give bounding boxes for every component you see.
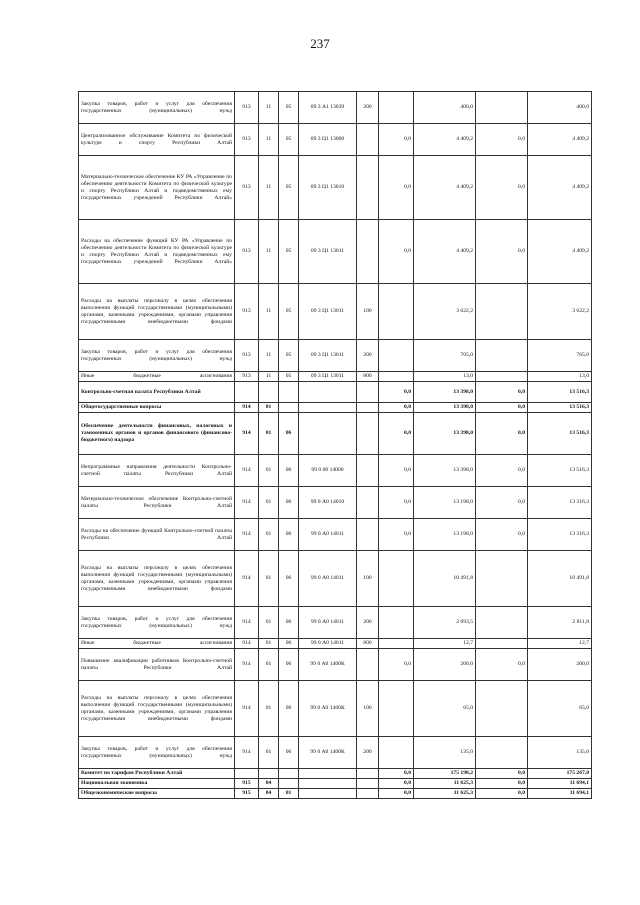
amount-3-cell: [476, 681, 528, 737]
table-row: [79, 455, 592, 487]
target-article-cell: [299, 413, 357, 455]
amount-3-cell: 0,0: [476, 789, 528, 799]
subsection-code-cell: 06: [279, 649, 299, 681]
amount-2-cell: 3 622,2: [414, 284, 476, 340]
amount-3-cell: [476, 737, 528, 769]
section-code-cell: 11: [259, 124, 279, 156]
amount-3-cell: 0,0: [476, 382, 528, 403]
row-name-cell: Расходы на обеспечение функций Контрольно-счетной палаты Республики Алтай: [79, 519, 235, 551]
target-article-cell: [299, 382, 357, 403]
admin-code-cell: 914: [235, 455, 259, 487]
section-code-cell: 01: [259, 487, 279, 519]
admin-code-cell: 913: [235, 124, 259, 156]
table-row: [79, 737, 592, 769]
table-row: [79, 769, 592, 779]
row-name-cell: Расходы на обеспечение функций КУ РА «Управление по обеспечению деятельности Комитета по физической культуре и спорту Республики Алтай и подведомственных ему государственных учреждений Республики Алтай»: [79, 220, 235, 284]
amount-2-cell: 65,0: [414, 681, 476, 737]
row-name-cell: Непрограммные направления деятельности Контрольно-счетной палаты Республики Алтай: [79, 455, 235, 487]
admin-code-cell: 914: [235, 649, 259, 681]
row-name-cell: Расходы на выплаты персоналу в целях обеспечения выполнения функций государственными (муниципальными) органами, казенными учреждениями, органами управления государственными внебюджетными фондами: [79, 284, 235, 340]
target-article-cell: [299, 779, 357, 789]
row-name-cell: Повышение квалификации работников Контрольно-счетной палаты Республики Алтай: [79, 649, 235, 681]
amount-3-cell: 0,0: [476, 156, 528, 220]
amount-4-cell: 11 694,1: [528, 779, 592, 789]
target-article-cell: [299, 403, 357, 413]
row-name-cell: Национальная экономика: [79, 779, 235, 789]
target-article-cell: [299, 769, 357, 779]
amount-2-cell: 13 198,0: [414, 487, 476, 519]
amount-1-cell: 0,0: [379, 220, 414, 284]
amount-3-cell: [476, 340, 528, 372]
amount-2-cell: 10 491,8: [414, 551, 476, 607]
admin-code-cell: 914: [235, 403, 259, 413]
target-article-cell: 99 0 А0 1400К: [299, 681, 357, 737]
section-code-cell: [259, 382, 279, 403]
amount-2-cell: 13 198,0: [414, 519, 476, 551]
table-row: [79, 649, 592, 681]
subsection-code-cell: 06: [279, 455, 299, 487]
expense-type-cell: 200: [357, 92, 379, 124]
target-article-cell: 09 3 Ц1 13011: [299, 372, 357, 382]
amount-1-cell: 0,0: [379, 156, 414, 220]
admin-code-cell: 913: [235, 284, 259, 340]
table-row: [79, 372, 592, 382]
target-article-cell: [299, 789, 357, 799]
amount-4-cell: 4 409,2: [528, 220, 592, 284]
target-article-cell: 09 3 Ц1 13011: [299, 284, 357, 340]
admin-code-cell: 914: [235, 487, 259, 519]
target-article-cell: 09 3 Ц1 13000: [299, 124, 357, 156]
subsection-code-cell: 06: [279, 519, 299, 551]
table-row: [79, 487, 592, 519]
expense-type-cell: 100: [357, 284, 379, 340]
amount-1-cell: [379, 551, 414, 607]
subsection-code-cell: 06: [279, 413, 299, 455]
amount-2-cell: 13 398,0: [414, 455, 476, 487]
amount-4-cell: 400,0: [528, 92, 592, 124]
section-code-cell: 11: [259, 340, 279, 372]
amount-4-cell: 13 516,3: [528, 455, 592, 487]
section-code-cell: 11: [259, 284, 279, 340]
amount-4-cell: 200,0: [528, 649, 592, 681]
amount-1-cell: [379, 639, 414, 649]
table-row: [79, 789, 592, 799]
target-article-cell: 09 3 Ц1 13011: [299, 220, 357, 284]
row-name-cell: Закупка товаров, работ и услуг для обеспечения государственных (муниципальных) нужд: [79, 340, 235, 372]
amount-4-cell: 12,7: [528, 639, 592, 649]
amount-2-cell: 13 398,0: [414, 403, 476, 413]
section-code-cell: 01: [259, 737, 279, 769]
subsection-code-cell: 05: [279, 284, 299, 340]
admin-code-cell: [235, 382, 259, 403]
section-code-cell: 01: [259, 519, 279, 551]
amount-2-cell: 11 625,3: [414, 779, 476, 789]
amount-2-cell: 4 409,2: [414, 156, 476, 220]
section-code-cell: 01: [259, 455, 279, 487]
amount-4-cell: 175 267,0: [528, 769, 592, 779]
section-code-cell: 01: [259, 413, 279, 455]
amount-4-cell: 4 409,2: [528, 124, 592, 156]
target-article-cell: 99 0 00 14000: [299, 455, 357, 487]
row-name-cell: Централизованное обслуживание Комитета по физической культуре и спорту Республики Алтай: [79, 124, 235, 156]
admin-code-cell: [235, 769, 259, 779]
subsection-code-cell: [279, 382, 299, 403]
amount-3-cell: 0,0: [476, 413, 528, 455]
row-name-cell: Материально-техническое обеспечение КУ РА «Управление по обеспечению деятельности Комитета по физической культуре и спорту Республики Алтай и подведомственных ему государственных учреждений Республики Алтай»: [79, 156, 235, 220]
subsection-code-cell: 05: [279, 92, 299, 124]
section-code-cell: 01: [259, 551, 279, 607]
section-code-cell: 01: [259, 681, 279, 737]
admin-code-cell: 913: [235, 220, 259, 284]
section-code-cell: 01: [259, 639, 279, 649]
admin-code-cell: 914: [235, 413, 259, 455]
row-name-cell: Закупка товаров, работ и услуг для обеспечения государственных (муниципальных) нужд: [79, 92, 235, 124]
row-name-cell: Закупка товаров, работ и услуг для обеспечения государственных (муниципальных) нужд: [79, 737, 235, 769]
amount-2-cell: 765,0: [414, 340, 476, 372]
table-row: [79, 681, 592, 737]
section-code-cell: 11: [259, 372, 279, 382]
amount-1-cell: 0,0: [379, 124, 414, 156]
section-code-cell: [259, 769, 279, 779]
table-row: [79, 382, 592, 403]
admin-code-cell: 913: [235, 340, 259, 372]
amount-1-cell: [379, 737, 414, 769]
row-name-cell: Материально-техническое обеспечение Контрольно-счетной палаты Республики Алтай: [79, 487, 235, 519]
expense-type-cell: [357, 769, 379, 779]
row-name-cell: Расходы на выплаты персоналу в целях обеспечения выполнения функций государственными (муниципальными) органами, казенными учреждениями, органами управления государственными внебюджетными фондами: [79, 551, 235, 607]
page-number: 237: [310, 36, 330, 51]
expense-type-cell: 200: [357, 340, 379, 372]
amount-4-cell: 65,0: [528, 681, 592, 737]
amount-3-cell: 0,0: [476, 519, 528, 551]
subsection-code-cell: 05: [279, 124, 299, 156]
section-code-cell: 04: [259, 789, 279, 799]
amount-1-cell: [379, 681, 414, 737]
subsection-code-cell: 06: [279, 639, 299, 649]
amount-2-cell: 12,7: [414, 639, 476, 649]
section-code-cell: 11: [259, 92, 279, 124]
expense-type-cell: [357, 519, 379, 551]
table-row: [79, 220, 592, 284]
subsection-code-cell: [279, 769, 299, 779]
amount-3-cell: [476, 92, 528, 124]
amount-2-cell: 4 409,2: [414, 220, 476, 284]
expense-type-cell: [357, 124, 379, 156]
section-code-cell: 01: [259, 607, 279, 639]
table-row: [79, 551, 592, 607]
target-article-cell: 99 0 А0 14011: [299, 519, 357, 551]
admin-code-cell: 914: [235, 737, 259, 769]
subsection-code-cell: 05: [279, 372, 299, 382]
amount-2-cell: 13 398,0: [414, 413, 476, 455]
amount-4-cell: 13 316,3: [528, 487, 592, 519]
amount-2-cell: 175 198,2: [414, 769, 476, 779]
expense-type-cell: [357, 455, 379, 487]
subsection-code-cell: 05: [279, 340, 299, 372]
table-row: [79, 340, 592, 372]
table-row: [79, 519, 592, 551]
admin-code-cell: 913: [235, 372, 259, 382]
row-name-cell: Общегосударственные вопросы: [79, 403, 235, 413]
target-article-cell: 99 0 А0 1400К: [299, 737, 357, 769]
amount-1-cell: 0,0: [379, 519, 414, 551]
amount-4-cell: 10 491,8: [528, 551, 592, 607]
expense-type-cell: [357, 649, 379, 681]
amount-2-cell: 4 409,2: [414, 124, 476, 156]
amount-2-cell: 13 398,0: [414, 382, 476, 403]
expense-type-cell: [357, 220, 379, 284]
target-article-cell: 99 0 А0 14011: [299, 639, 357, 649]
subsection-code-cell: 06: [279, 487, 299, 519]
amount-1-cell: 0,0: [379, 413, 414, 455]
table-row: [79, 156, 592, 220]
admin-code-cell: 914: [235, 639, 259, 649]
expense-type-cell: [357, 413, 379, 455]
table-row: [79, 413, 592, 455]
target-article-cell: 99 0 А0 14011: [299, 607, 357, 639]
amount-2-cell: 11 625,3: [414, 789, 476, 799]
amount-4-cell: 13 516,3: [528, 382, 592, 403]
admin-code-cell: 915: [235, 779, 259, 789]
amount-1-cell: 0,0: [379, 382, 414, 403]
amount-1-cell: [379, 92, 414, 124]
target-article-cell: 09 3 Ц1 13010: [299, 156, 357, 220]
amount-1-cell: 0,0: [379, 649, 414, 681]
expense-type-cell: 100: [357, 681, 379, 737]
amount-3-cell: 0,0: [476, 455, 528, 487]
expense-type-cell: [357, 403, 379, 413]
amount-4-cell: 135,0: [528, 737, 592, 769]
expense-type-cell: 800: [357, 639, 379, 649]
expense-type-cell: 800: [357, 372, 379, 382]
row-name-cell: Комитет по тарифам Республики Алтай: [79, 769, 235, 779]
row-name-cell: Контрольно-счетная палата Республики Алтай: [79, 382, 235, 403]
expense-type-cell: [357, 779, 379, 789]
row-name-cell: Расходы на выплаты персоналу в целях обеспечения выполнения функций государственными (муниципальными) органами, казенными учреждениями, органами управления государственными внебюджетными фондами: [79, 681, 235, 737]
table-row: [79, 639, 592, 649]
section-code-cell: 04: [259, 779, 279, 789]
subsection-code-cell: 06: [279, 551, 299, 607]
amount-1-cell: [379, 284, 414, 340]
expense-type-cell: 100: [357, 551, 379, 607]
section-code-cell: 11: [259, 220, 279, 284]
target-article-cell: 99 0 А0 14010: [299, 487, 357, 519]
amount-4-cell: 4 409,2: [528, 156, 592, 220]
row-name-cell: Иные бюджетные ассигнования: [79, 639, 235, 649]
table-row: [79, 607, 592, 639]
subsection-code-cell: 05: [279, 156, 299, 220]
amount-3-cell: [476, 639, 528, 649]
admin-code-cell: 914: [235, 551, 259, 607]
amount-4-cell: 765,0: [528, 340, 592, 372]
amount-4-cell: 13 516,3: [528, 403, 592, 413]
row-name-cell: Общеэкономические вопросы: [79, 789, 235, 799]
amount-3-cell: 0,0: [476, 487, 528, 519]
amount-2-cell: 400,0: [414, 92, 476, 124]
admin-code-cell: 914: [235, 681, 259, 737]
expense-type-cell: 200: [357, 607, 379, 639]
amount-3-cell: [476, 284, 528, 340]
table-row: [79, 124, 592, 156]
admin-code-cell: 914: [235, 519, 259, 551]
amount-2-cell: 13,0: [414, 372, 476, 382]
amount-1-cell: 0,0: [379, 487, 414, 519]
amount-4-cell: 13 316,3: [528, 519, 592, 551]
expense-type-cell: [357, 789, 379, 799]
amount-3-cell: [476, 551, 528, 607]
amount-4-cell: 13,0: [528, 372, 592, 382]
amount-2-cell: 135,0: [414, 737, 476, 769]
subsection-code-cell: 06: [279, 737, 299, 769]
section-code-cell: 11: [259, 156, 279, 220]
expense-type-cell: 200: [357, 737, 379, 769]
amount-1-cell: 0,0: [379, 789, 414, 799]
table-row: [79, 403, 592, 413]
amount-3-cell: [476, 372, 528, 382]
admin-code-cell: 914: [235, 607, 259, 639]
amount-3-cell: 0,0: [476, 220, 528, 284]
expense-type-cell: [357, 382, 379, 403]
table-row: [79, 779, 592, 789]
row-name-cell: Иные бюджетные ассигнования: [79, 372, 235, 382]
amount-2-cell: 2 693,5: [414, 607, 476, 639]
row-name-cell: Обеспечение деятельности финансовых, налоговых и таможенных органов и органов финансового (финансово-бюджетного) надзора: [79, 413, 235, 455]
admin-code-cell: 913: [235, 92, 259, 124]
amount-1-cell: [379, 607, 414, 639]
amount-2-cell: 200,0: [414, 649, 476, 681]
subsection-code-cell: 01: [279, 789, 299, 799]
expense-type-cell: [357, 487, 379, 519]
row-name-cell: Закупка товаров, работ и услуг для обеспечения государственных (муниципальных) нужд: [79, 607, 235, 639]
amount-3-cell: 0,0: [476, 779, 528, 789]
amount-1-cell: 0,0: [379, 779, 414, 789]
amount-4-cell: 2 811,8: [528, 607, 592, 639]
budget-table: [78, 91, 592, 799]
target-article-cell: 09 3 Ц1 13011: [299, 340, 357, 372]
amount-3-cell: 0,0: [476, 649, 528, 681]
amount-4-cell: 13 516,3: [528, 413, 592, 455]
amount-1-cell: 0,0: [379, 769, 414, 779]
target-article-cell: 09 3 А1 13039: [299, 92, 357, 124]
admin-code-cell: 913: [235, 156, 259, 220]
table-row: [79, 284, 592, 340]
amount-1-cell: 0,0: [379, 403, 414, 413]
amount-4-cell: 3 622,2: [528, 284, 592, 340]
amount-3-cell: 0,0: [476, 769, 528, 779]
amount-1-cell: [379, 340, 414, 372]
subsection-code-cell: 06: [279, 607, 299, 639]
section-code-cell: 01: [259, 649, 279, 681]
expense-type-cell: [357, 156, 379, 220]
subsection-code-cell: [279, 403, 299, 413]
amount-1-cell: [379, 372, 414, 382]
amount-4-cell: 11 694,1: [528, 789, 592, 799]
subsection-code-cell: 06: [279, 681, 299, 737]
admin-code-cell: 915: [235, 789, 259, 799]
amount-3-cell: 0,0: [476, 124, 528, 156]
target-article-cell: 99 0 А0 14011: [299, 551, 357, 607]
target-article-cell: 99 0 А0 1400К: [299, 649, 357, 681]
amount-3-cell: 0,0: [476, 403, 528, 413]
subsection-code-cell: [279, 779, 299, 789]
table-row: [79, 92, 592, 124]
section-code-cell: 01: [259, 403, 279, 413]
amount-1-cell: 0,0: [379, 455, 414, 487]
subsection-code-cell: 05: [279, 220, 299, 284]
amount-3-cell: [476, 607, 528, 639]
